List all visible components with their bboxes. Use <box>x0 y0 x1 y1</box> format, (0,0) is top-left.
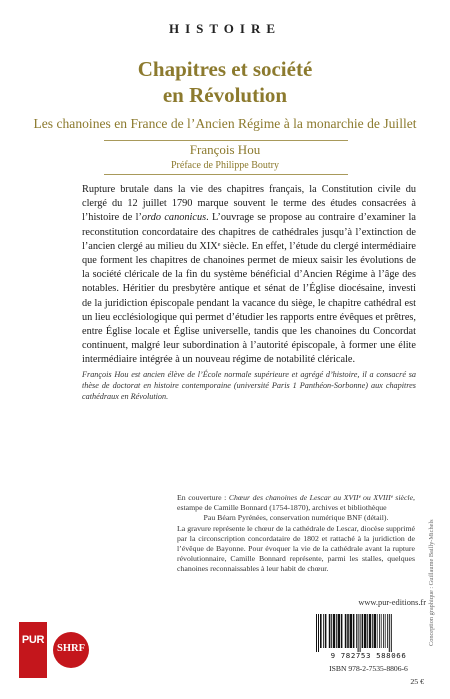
summary-part-2: . L’ouvrage se propose au contraire d’examiner la reconstitution concordataire des chapitres de cathédrales jusqu’à l’extinction de l’ancien clergé au milieu du XIXᵉ siècle. En effet, l’étude du clergé intermédiaire que forment les chapitres de chanoines permet de mieux saisir les évolutions de la société cléricale de la fin du système bénéficial d’Ancien Régime à l’âge des notables. Héritier du presbytère antique et sénat de l’Église diocésaine, investi de la juridiction épiscopale pendant la vacance du siège, le chapitre cathédral est un lieu ecclésiologique qui permet d’étudier les rapports entre évêques et prêtres, entre Église locale et Église universelle, tandis que les chanoines du Concordat continuent, malgré leur subordination à l’autorité épiscopale, à former une élite intermédiaire intégrée à un nouveau régime de notabilité cléricale. <box>82 212 416 366</box>
barcode-bar <box>385 614 386 648</box>
book-title-line-1: Chapitres et société <box>137 57 313 81</box>
publisher-url[interactable]: www.pur-editions.fr <box>358 598 426 607</box>
barcode-bar <box>341 614 343 648</box>
barcode-bar <box>364 614 366 648</box>
barcode-bar <box>381 614 382 648</box>
barcode-bar <box>379 614 380 648</box>
barcode-bar <box>387 614 388 648</box>
isbn-number: ISBN 978-2-7535-8806-6 <box>329 664 408 673</box>
book-subtitle: Les chanoines en France de l’Ancien Régime à la monarchie de Juillet <box>33 116 417 131</box>
barcode-bar <box>377 614 378 648</box>
book-title <box>0 56 450 108</box>
author-bio: François Hou est ancien élève de l’École normale supérieure et agrégé d’histoire, il a consacré sa thèse de doctorat en histoire contemporaine (université Paris 1 Panthéon-Sorbonne) aux chapitres cathédraux en Révolution. <box>82 370 416 401</box>
price-label: 25 € <box>410 677 424 686</box>
barcode-bar <box>369 614 371 648</box>
barcode-bar <box>374 614 376 648</box>
cover-credits <box>177 493 415 575</box>
barcode-guard-bar <box>389 614 390 652</box>
barcode <box>313 614 424 652</box>
barcode-bar <box>347 614 349 648</box>
pur-logo-text: PUR <box>21 634 45 646</box>
barcode-bar <box>367 614 368 648</box>
credits-description: La gravure représente le chœur de la cathédrale de Lescar, diocèse supprimé par la circonscription concordataire de 1802 et rattaché à la juridiction de l’évêque de Bayonne. Pour évoquer la vie de la cathédrale avant la rupture révolutionnaire, Camille Bonnard représente, parmi les stalles, quelques chanoines reconnaissables à leur habit de chœur. <box>177 523 415 574</box>
barcode-bar <box>383 614 384 648</box>
divider-top <box>104 140 348 141</box>
barcode-guard-bar <box>391 614 392 652</box>
credits-line-2: , estampe de Camille Bonnard (1754-1870), archives et bibliothèque <box>177 493 415 513</box>
summary-paragraph <box>82 183 416 368</box>
barcode-guard-bar <box>316 614 317 652</box>
summary-part-1: Rupture brutale dans la vie des chapitres français, la Constitution civile du clergé du 12 juillet 1790 marque souvent le terme des études consacrées à l’histoire de l’ <box>82 184 416 224</box>
barcode-guard-bar <box>360 614 361 652</box>
barcode-bar <box>336 614 337 648</box>
barcode-bar <box>333 614 335 648</box>
barcode-bar <box>356 614 357 648</box>
summary-italic-term: ordo canonicus <box>141 212 207 224</box>
design-credit <box>428 496 440 646</box>
barcode-bar <box>320 614 322 648</box>
barcode-bar <box>325 614 327 648</box>
barcode-bar <box>323 614 324 648</box>
barcode-guard-bar <box>318 614 319 652</box>
barcode-bar <box>353 614 355 648</box>
shrf-logo-text: SHRF <box>56 643 85 654</box>
pur-logo <box>19 622 47 678</box>
barcode-bar <box>372 614 373 648</box>
design-credit-line-1: Conception graphique : Guillaume Bailly-Michels <box>428 519 435 646</box>
divider-bottom <box>104 174 348 175</box>
barcode-bar <box>350 614 352 648</box>
credits-artwork-title: Chœur des chanoines de Lescar au XVIIᵉ ou XVIIIᵉ siècle <box>228 493 414 502</box>
series-label: HISTOIRE <box>168 21 282 36</box>
barcode-number: 9 782753 588066 <box>330 651 407 660</box>
shrf-logo <box>53 632 89 668</box>
preface-credit: Préface de Philippe Boutry <box>170 160 280 171</box>
barcode-bar <box>338 614 340 648</box>
barcode-guard-bar <box>358 614 359 652</box>
book-title-line-2: en Révolution <box>162 83 288 107</box>
author-name: François Hou <box>189 142 261 157</box>
credits-label: En couverture : <box>177 493 229 502</box>
barcode-bar <box>331 614 332 648</box>
credits-line-3: Pau Béarn Pyrénées, conservation numérique BNF (détail). <box>203 513 389 523</box>
barcode-bar <box>345 614 347 648</box>
barcode-bar <box>329 614 331 648</box>
barcode-bar <box>362 614 364 648</box>
